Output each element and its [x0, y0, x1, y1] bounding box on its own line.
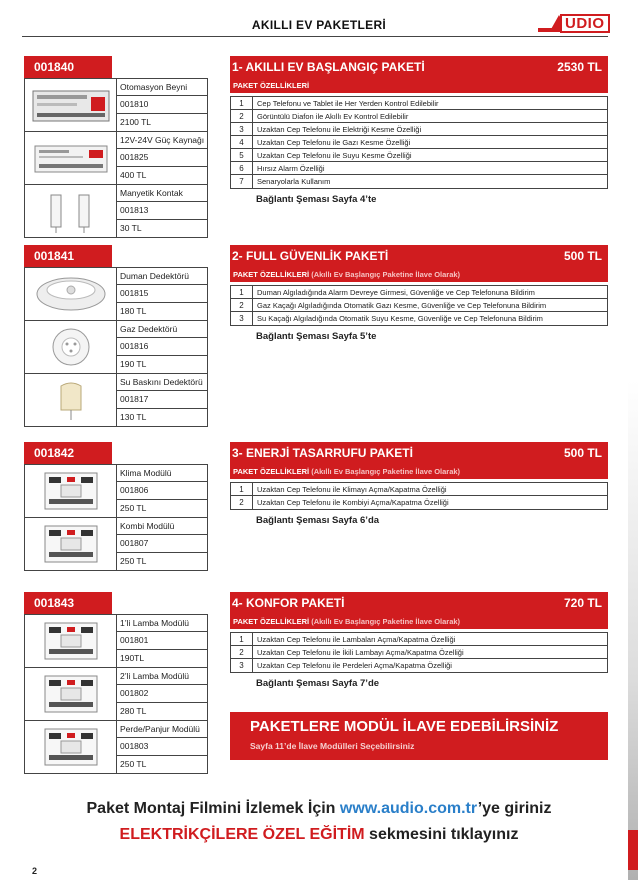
product-table — [24, 78, 208, 238]
product-name: Klima Modülü — [117, 465, 207, 482]
features-heading-label: PAKET ÖZELLİKLERİ — [233, 81, 310, 90]
feature-row — [231, 312, 607, 325]
package-code: 001841 — [24, 245, 112, 267]
footer-text-2: sekmesini tıklayınız — [369, 826, 519, 843]
module-board-icon — [25, 465, 117, 517]
product-info — [117, 668, 207, 720]
features-heading — [230, 464, 608, 479]
feature-number: 6 — [231, 162, 253, 174]
features-heading-note: (Akıllı Ev Başlangıç Paketine İlave Olarak) — [311, 270, 461, 279]
product-row — [25, 321, 207, 374]
feature-text: Uzaktan Cep Telefonu ile Elektriği Kesme Özelliği — [257, 125, 422, 134]
header-gap — [112, 245, 230, 267]
product-table — [24, 267, 208, 427]
diagram-reference: Bağlantı Şeması Sayfa 7’de — [256, 678, 380, 689]
features-heading-label: PAKET ÖZELLİKLERİ — [233, 270, 310, 279]
product-info — [117, 465, 207, 517]
product-code: 001817 — [117, 391, 207, 408]
product-price: 180 TL — [120, 305, 147, 316]
features-block — [230, 614, 608, 689]
smoke-detector-icon — [25, 268, 117, 320]
diagram-reference: Bağlantı Şeması Sayfa 6’da — [256, 515, 380, 526]
feature-row — [231, 299, 607, 312]
feature-row — [231, 496, 607, 509]
feature-row — [231, 286, 607, 299]
product-info — [117, 268, 207, 320]
package-price: 720 TL — [563, 596, 602, 610]
training-tab-name: ELEKTRİKÇİLERE ÖZEL EĞİTİM — [119, 826, 365, 843]
product-code: 001807 — [117, 535, 207, 552]
feature-number: 2 — [231, 110, 253, 122]
promo-banner — [230, 712, 608, 760]
product-row — [25, 615, 207, 668]
feature-row — [231, 110, 607, 123]
power-supply-icon — [25, 132, 117, 184]
logo-text: UDIO — [560, 14, 610, 33]
product-row — [25, 518, 207, 570]
feature-number: 1 — [231, 97, 253, 109]
header-gap — [112, 442, 230, 464]
product-info — [117, 721, 207, 773]
page-number: 2 — [32, 866, 38, 876]
package-section — [24, 56, 608, 233]
product-name: Manyetik Kontak — [117, 185, 207, 202]
product-row — [25, 374, 207, 426]
features-block — [230, 78, 608, 205]
header-gap — [112, 56, 230, 78]
features-heading — [230, 78, 608, 93]
footer-line-2 — [0, 826, 638, 844]
product-row — [25, 465, 207, 518]
product-name: Otomasyon Beyni — [117, 79, 207, 96]
product-name: Perde/Panjur Modülü — [117, 721, 207, 738]
section-header-bar — [24, 56, 608, 78]
section-header-bar — [24, 245, 608, 267]
features-heading — [230, 614, 608, 629]
feature-text: Senaryolarla Kullanım — [257, 177, 331, 186]
product-name: Su Baskını Dedektörü — [117, 374, 207, 391]
flood-detector-icon — [25, 374, 117, 426]
features-heading-note: (Akıllı Ev Başlangıç Paketine İlave Olarak) — [311, 467, 461, 476]
feature-number: 3 — [231, 312, 253, 325]
feature-number: 1 — [231, 286, 253, 298]
product-info — [117, 132, 207, 184]
product-name: 1’li Lamba Modülü — [117, 615, 207, 632]
product-code: 001816 — [117, 338, 207, 355]
feature-text: Uzaktan Cep Telefonu ile Gazı Kesme Özelliği — [257, 138, 411, 147]
product-code: 001803 — [117, 738, 207, 755]
product-code: 001802 — [117, 685, 207, 702]
promo-subtitle: Sayfa 11’de İlave Modülleri Seçebilirsiniz — [250, 741, 415, 751]
feature-number: 5 — [231, 149, 253, 161]
feature-row — [231, 646, 607, 659]
module-board-icon — [25, 615, 117, 667]
package-title: 3- ENERJİ TASARRUFU PAKETİ — [232, 446, 413, 460]
product-price: 250 TL — [120, 758, 147, 769]
package-price: 500 TL — [563, 446, 602, 460]
feature-row — [231, 659, 607, 672]
feature-text: Uzaktan Cep Telefonu ile İkili Lambayı Açma/Kapatma Özelliği — [257, 648, 464, 657]
product-info — [117, 615, 207, 667]
features-list — [230, 632, 608, 673]
package-title: 2- FULL GÜVENLİK PAKETİ — [232, 249, 389, 263]
feature-text: Hırsız Alarm Özelliği — [257, 164, 325, 173]
product-code: 001815 — [117, 285, 207, 302]
features-list — [230, 482, 608, 510]
product-price: 30 TL — [120, 222, 142, 233]
feature-text: Uzaktan Cep Telefonu ile Perdeleri Açma/Kapatma Özelliği — [257, 661, 452, 670]
feature-number: 3 — [231, 123, 253, 135]
features-list — [230, 285, 608, 326]
feature-number: 2 — [231, 646, 253, 658]
product-row — [25, 132, 207, 185]
section-header-bar — [24, 592, 608, 614]
promo-title: PAKETLERE MODÜL İLAVE EDEBİLİRSİNİZ — [250, 718, 559, 735]
feature-text: Gaz Kaçağı Algıladığında Otomatik Gazı Kesme, Güvenliğe ve Cep Telefonuna Bildirim — [257, 301, 547, 310]
product-code: 001813 — [117, 202, 207, 219]
feature-row — [231, 149, 607, 162]
product-row — [25, 721, 207, 773]
product-price: 400 TL — [120, 169, 147, 180]
feature-number: 1 — [231, 483, 253, 495]
feature-text: Cep Telefonu ve Tablet ile Her Yerden Kontrol Edilebilir — [257, 99, 439, 108]
feature-row — [231, 136, 607, 149]
feature-number: 4 — [231, 136, 253, 148]
product-price: 250 TL — [120, 502, 147, 513]
product-code: 001810 — [117, 96, 207, 113]
website-link[interactable]: www.audio.com.tr — [339, 800, 478, 817]
features-list — [230, 96, 608, 189]
product-price: 280 TL — [120, 705, 147, 716]
footer-line-1 — [0, 800, 638, 818]
product-info — [117, 79, 207, 131]
product-name: 2’li Lamba Modülü — [117, 668, 207, 685]
package-section — [24, 245, 608, 422]
package-title: 1- AKILLI EV BAŞLANGIÇ PAKETİ — [232, 60, 425, 74]
feature-row — [231, 162, 607, 175]
gas-detector-icon — [25, 321, 117, 373]
product-info — [117, 321, 207, 373]
package-code: 001843 — [24, 592, 112, 614]
feature-text: Su Kaçağı Algıladığında Otomatik Suyu Kesme, Güvenliğe ve Cep Telefonuna Bildirim — [257, 314, 543, 323]
feature-row — [231, 175, 607, 188]
feature-text: Duman Algıladığında Alarm Devreye Girmesi, Güvenliğe ve Cep Telefonuna Bildirim — [257, 288, 535, 297]
feature-row — [231, 123, 607, 136]
features-block — [230, 267, 608, 342]
product-name: Gaz Dedektörü — [117, 321, 207, 338]
product-code: 001806 — [117, 482, 207, 499]
product-row — [25, 268, 207, 321]
product-table — [24, 614, 208, 774]
product-code: 001825 — [117, 149, 207, 166]
package-price: 2530 TL — [557, 60, 602, 74]
package-price: 500 TL — [563, 249, 602, 263]
feature-row — [231, 633, 607, 646]
audio-logo — [538, 14, 610, 34]
feature-text: Uzaktan Cep Telefonu ile Suyu Kesme Özelliği — [257, 151, 412, 160]
product-name: Duman Dedektörü — [117, 268, 207, 285]
feature-number: 1 — [231, 633, 253, 645]
product-code: 001801 — [117, 632, 207, 649]
product-table — [24, 464, 208, 571]
product-info — [117, 518, 207, 570]
feature-text: Uzaktan Cep Telefonu ile Klimayı Açma/Kapatma Özelliği — [257, 485, 447, 494]
features-heading — [230, 267, 608, 282]
product-price: 190 TL — [120, 358, 147, 369]
feature-text: Görüntülü Diafon ile Akıllı Ev Kontrol Edilebilir — [257, 112, 409, 121]
features-heading-note: (Akıllı Ev Başlangıç Paketine İlave Olarak) — [311, 617, 461, 626]
module-board-icon — [25, 721, 117, 773]
feature-row — [231, 483, 607, 496]
product-price: 2100 TL — [120, 116, 152, 127]
module-board-icon — [25, 518, 117, 570]
features-block — [230, 464, 608, 526]
header-divider — [22, 36, 608, 37]
features-heading-label: PAKET ÖZELLİKLERİ — [233, 617, 310, 626]
product-row — [25, 668, 207, 721]
automation-unit-icon — [25, 79, 117, 131]
package-section — [24, 442, 608, 566]
product-price: 190TL — [120, 652, 145, 663]
feature-row — [231, 97, 607, 110]
product-info — [117, 185, 207, 237]
magnetic-contact-icon — [25, 185, 117, 237]
product-name: 12V-24V Güç Kaynağı — [117, 132, 207, 149]
product-price: 130 TL — [120, 411, 147, 422]
module-board-icon — [25, 668, 117, 720]
product-info — [117, 374, 207, 426]
package-code: 001840 — [24, 56, 112, 78]
product-name: Kombi Modülü — [117, 518, 207, 535]
section-header-bar — [24, 442, 608, 464]
feature-text: Uzaktan Cep Telefonu ile Kombiyi Açma/Kapatma Özelliği — [257, 498, 449, 507]
footer-text: Paket Montaj Filmini İzlemek İçin — [86, 800, 336, 817]
product-row — [25, 185, 207, 237]
features-heading-label: PAKET ÖZELLİKLERİ — [233, 467, 310, 476]
product-price: 250 TL — [120, 555, 147, 566]
header-gap — [112, 592, 230, 614]
diagram-reference: Bağlantı Şeması Sayfa 5’te — [256, 331, 377, 342]
diagram-reference: Bağlantı Şeması Sayfa 4’te — [256, 194, 377, 205]
feature-number: 2 — [231, 299, 253, 311]
package-code: 001842 — [24, 442, 112, 464]
feature-number: 3 — [231, 659, 253, 672]
side-red-accent — [628, 830, 638, 870]
package-title: 4- KONFOR PAKETİ — [232, 596, 345, 610]
feature-number: 2 — [231, 496, 253, 509]
feature-text: Uzaktan Cep Telefonu ile Lambaları Açma/Kapatma Özelliği — [257, 635, 456, 644]
footer-text-suffix: ’ye giriniz — [477, 800, 552, 817]
feature-number: 7 — [231, 175, 253, 188]
product-row — [25, 79, 207, 132]
page-title: AKILLI EV PAKETLERİ — [251, 18, 387, 32]
side-decoration — [628, 380, 638, 880]
